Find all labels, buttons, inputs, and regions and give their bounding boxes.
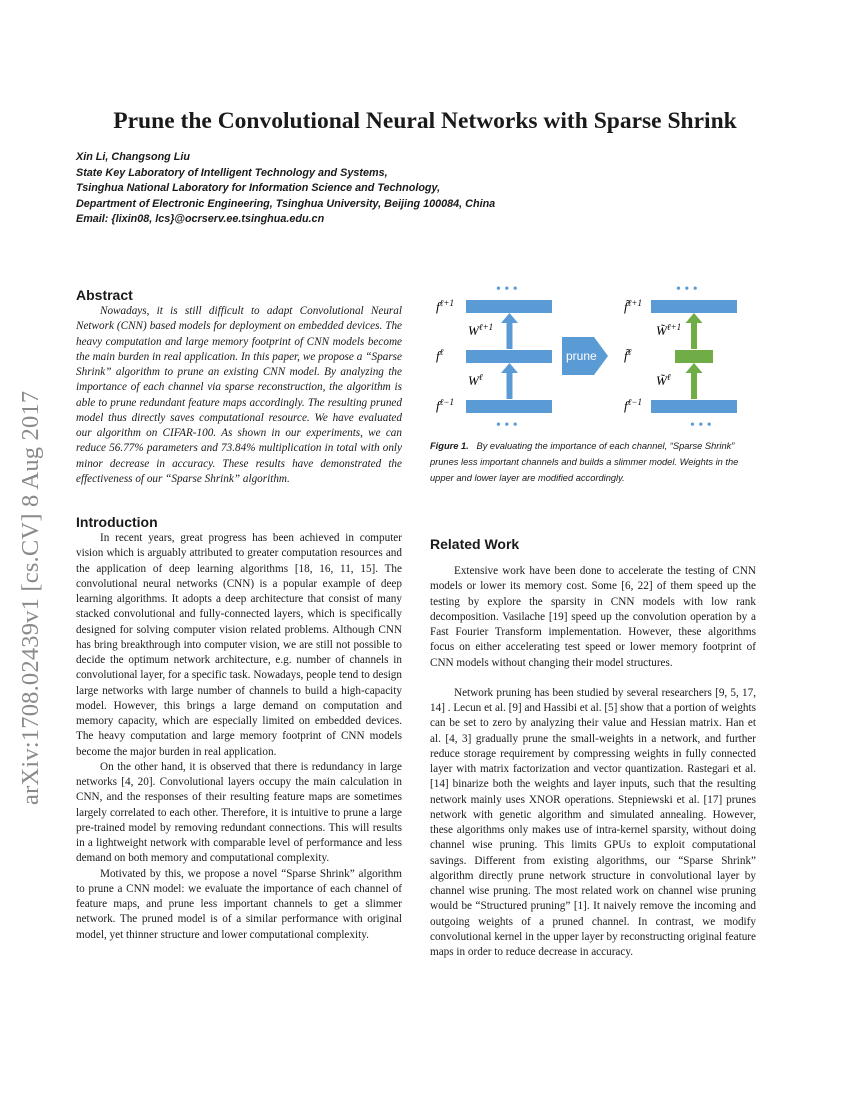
- left-upper-arrow-shaft: [507, 321, 513, 349]
- abstract-heading: Abstract: [76, 287, 133, 303]
- affiliation-line-2: Tsinghua National Laboratory for Information Science and Technology,: [76, 182, 441, 194]
- left-w-bottom-label: $W^\ell$: [468, 372, 483, 388]
- abstract-paragraph: Nowadays, it is still difficult to adapt Convolutional Neural Network (CNN) based models for deployment on embedded devices. The heavy computation and large memory footprint of CNN models become the main burden in real application. In this paper, we propose a “Sparse Shrink” algorithm to prune an existing CNN model. By analyzing the importance of each channel via sparse reconstruction, the algorithm is able to prune redundant feature maps accordingly. The resulting pruned model thus directly saves computational resource. We have evaluated our algorithm on CIFAR-100. As shown in our experiments, we can reduce 56.77% parameters and 73.84% multiplication in total with only minor decrease in accuracy. These results have demonstrated the effectiveness of our “Sparse Shrink” algorithm.: [76, 305, 402, 485]
- figure-1-label: Figure 1.: [430, 441, 469, 451]
- figure-1: [428, 283, 758, 433]
- left-upper-arrow-head: [501, 313, 518, 323]
- right-layer-bottom-bar: [651, 400, 737, 413]
- right-f-bottom-label: $f^{\ell-1}$: [624, 397, 642, 413]
- left-lower-arrow-shaft: [507, 371, 513, 399]
- introduction-heading: Introduction: [76, 514, 158, 530]
- right-lower-arrow-shaft: [691, 371, 697, 399]
- left-lower-arrow-head: [501, 363, 518, 373]
- right-f-top-label: f̃$^{\ell+1}$: [624, 298, 642, 314]
- right-bottom-ellipsis: • • •: [690, 418, 712, 433]
- related-work-paragraph-1: Extensive work have been done to accelerate the testing of CNN models or lower its memory cost. Some [6, 22] of them speed up the testing by explore the sparsity in CNN models with low rank decomposition. Vasilache [19] speed up the convolution operation by a Fast Fourier Transform implementation. However, these algorithms focus on either accelerating test speed or lower memory footprint of CNN models without changing their model structures.: [430, 565, 756, 669]
- affiliation-line-3: Department of Electronic Engineering, Tsinghua University, Beijing 100084, China: [76, 197, 496, 210]
- right-top-ellipsis: • • •: [676, 283, 698, 297]
- intro-paragraph-2: On the other hand, it is observed that there is redundancy in large networks [4, 20]. Convolutional layers occupy the main calculation in CNN, and the responses of their resulting feature maps are sometimes largely correlated to each other. Therefore, it is intuitive to prune a large pre-trained model by removing redundant connections. This will results in a lightweight network with comparable level of performance and less demand on both memory and computational complexity.: [76, 760, 402, 865]
- left-bottom-ellipsis: • • •: [496, 418, 518, 433]
- pruning-diagram: [428, 283, 758, 433]
- related-work-body: [430, 564, 756, 960]
- left-layer-bottom-bar: [466, 400, 552, 413]
- left-f-bottom-label: $f^{\ell-1}$: [436, 397, 454, 413]
- paper-title: Prune the Convolutional Neural Networks with Sparse Shrink: [113, 108, 737, 134]
- figure-1-caption: [430, 439, 760, 486]
- right-w-top-label: W̃$^{\ell+1}$: [656, 322, 682, 338]
- author-email: Email: {lixin08, lcs}@ocrserv.ee.tsinghua.edu.cn: [76, 213, 325, 225]
- left-layer-top-bar: [466, 300, 552, 313]
- related-work-heading: Related Work: [430, 536, 520, 552]
- author-names: Xin Li, Changsong Liu: [76, 151, 190, 163]
- right-upper-arrow-head: [686, 313, 703, 323]
- right-lower-arrow-head: [686, 363, 703, 373]
- left-layer-middle-bar: [466, 350, 552, 363]
- intro-paragraph-3: Motivated by this, we propose a novel “Sparse Shrink” algorithm to prune a CNN model: we evaluate the importance of each channel of feature maps, and prune less important channels to get a slimmer network. The pruned model is of a similar performance with original model, yet thinner structure and lower computational complexity.: [76, 867, 402, 941]
- arxiv-identifier: arXiv:1708.02439v1 [cs.CV] 8 Aug 2017: [17, 390, 44, 805]
- right-upper-arrow-shaft: [691, 321, 697, 349]
- left-f-top-label: $f^{\ell+1}$: [436, 298, 454, 314]
- affiliation-line-1: State Key Laboratory of Intelligent Technology and Systems,: [76, 166, 388, 179]
- author-block: [76, 150, 636, 228]
- left-top-ellipsis: • • •: [496, 283, 518, 297]
- right-layer-top-bar: [651, 300, 737, 313]
- related-work-paragraph-2: Network pruning has been studied by several researchers [9, 5, 17, 14] . Lecun et al. [9] and Hassibi et al. [5] show that a portion of weights can be set to zero by analyzing their value and Hessian matrix. Han et al. [4, 3] gradually prune the small-weights in a network, and further reduce storage requirement by compressing weights in fully connected layer with matrix factorization and vector quantization. Rastegari et al. [14] binarize both the weights and layer inputs, such that the resulting network mainly uses XNOR operations. Stepniewski et al. [17] prunes network with genetic algorithm and simulated annealing. However, these algorithms only makes use of intra-kernel sparsity, without doing channel wise pruning. This limits GPUs to exploit computational savings. Different from existing algorithms, our “Sparse Shrink” algorithm directly prune network structure in convolutional layer by channel wise pruning. The most related work on channel wise pruning would be “Structured pruning” [1]. It naively remove the incoming and outgoing weights of a pruned channel. In contrast, we modify convolutional kernel in the upper layer by reconstructing original feature maps in order to reduce decrease in accuracy.: [430, 686, 756, 958]
- right-w-bottom-label: W̃$^\ell$: [656, 372, 671, 388]
- figure-1-caption-text: By evaluating the importance of each channel, “Sparse Shrink” prunes less important channels and builds a slimmer model. Weights in the upper and lower layer are modified accordingly.: [430, 441, 739, 483]
- left-f-mid-label: $f^\ell$: [436, 347, 444, 363]
- introduction-body: [76, 531, 402, 943]
- left-w-top-label: $W^{\ell+1}$: [468, 322, 494, 338]
- right-layer-middle-pruned-bar: [675, 350, 713, 363]
- abstract-body: [76, 304, 402, 487]
- prune-label: prune: [566, 349, 597, 363]
- right-f-mid-label: f̃$^\ell$: [624, 347, 632, 363]
- intro-paragraph-1: In recent years, great progress has been achieved in computer vision which is arguably attributed to greater computation resources and the application of deep learning algorithms [18, 16, 11, 15]. The convolutional neural networks (CNN) is a popular example of deep learning algorithms. It adopts a deep architecture that consist of many stacked convolutional and fully-connected layers, which is specifically designed for solving computer vision related problems. Although CNN has bring breakthrough into computer vision, we are still not possible to decide the optimum network architecture, e.g. number of channels in convolutional layer, for a specific task. Nowadays, people tend to design large networks with large number of channels to build a high-capacity model. However, this brings a large demand on computation and memory capacity, which are especially limited on embedded devices. The heavy computation and large memory footprint of CNN models become the major burden in real application.: [76, 532, 402, 758]
